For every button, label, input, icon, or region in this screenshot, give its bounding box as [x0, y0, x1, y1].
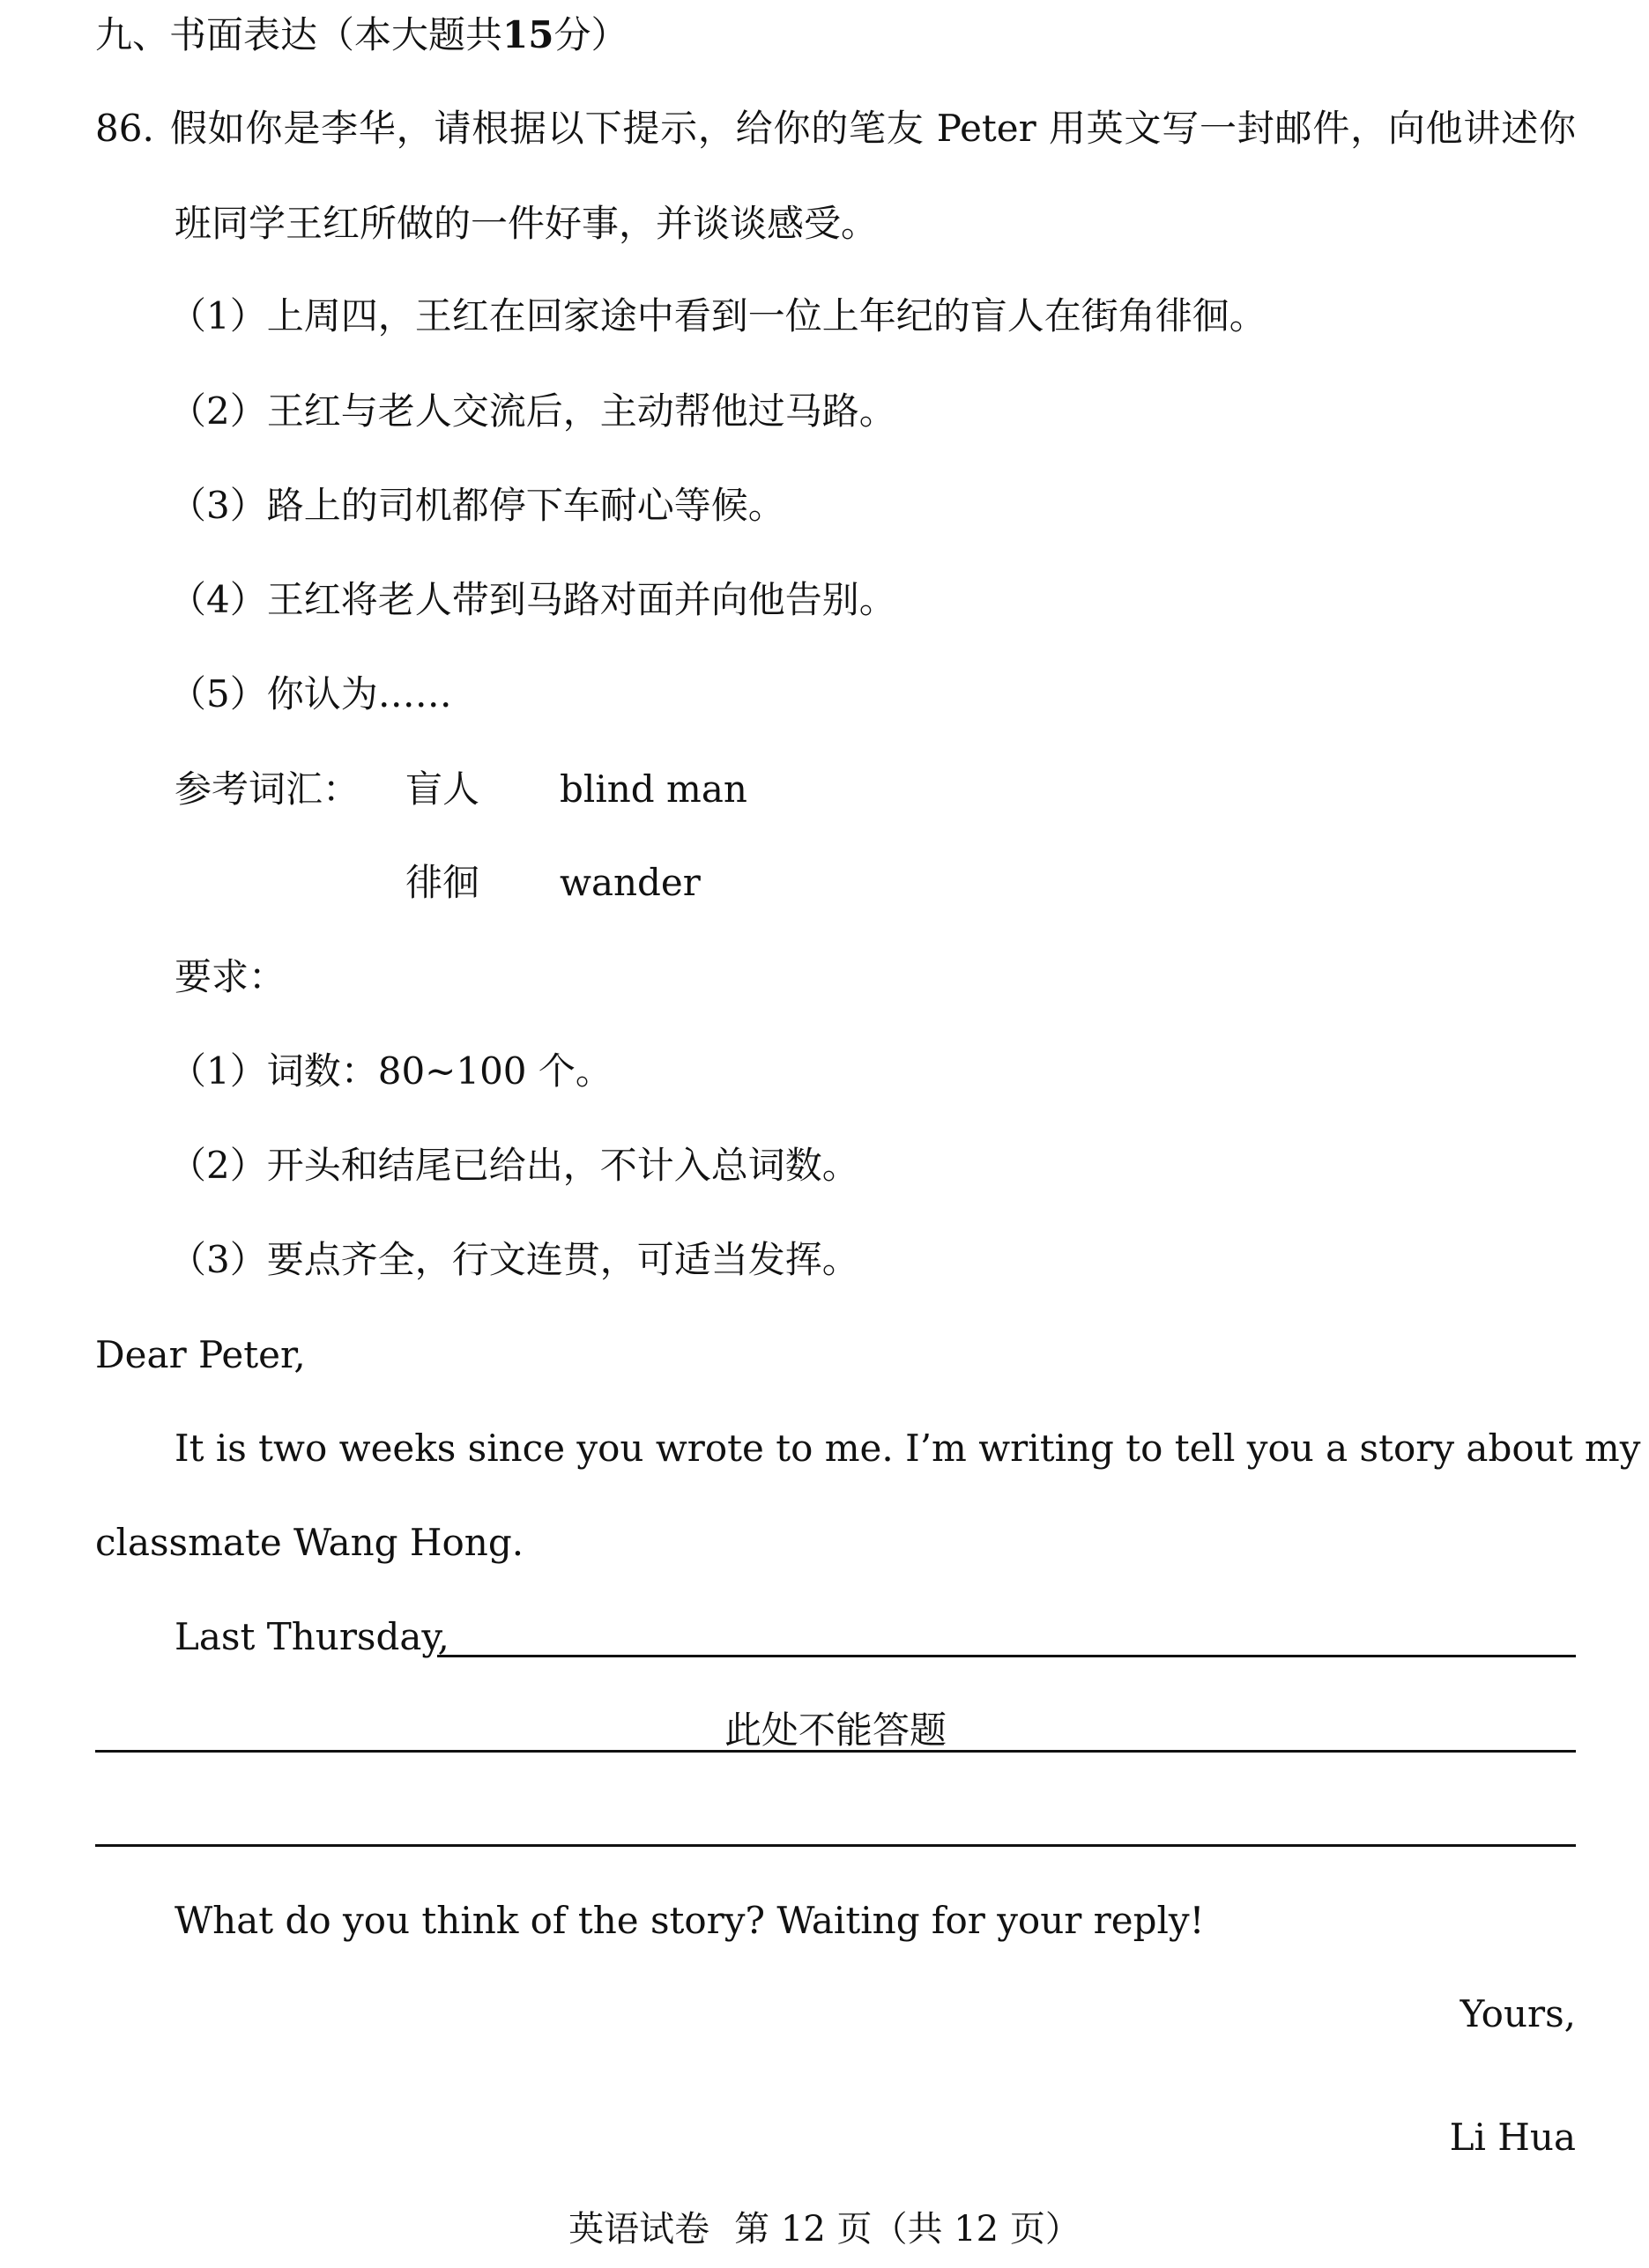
- point-item: [0, 458, 1649, 553]
- letter-greeting: Dear Peter,: [95, 1333, 306, 1376]
- letter-signoff: Yours,: [1460, 1992, 1576, 2035]
- letter-para1-line2: [0, 1495, 1649, 1590]
- section-title-prefix: 九、书面表达（本大题共: [95, 13, 503, 56]
- footer-subject: 英语试卷: [568, 2209, 710, 2249]
- section-title-suffix: 分）: [553, 13, 628, 56]
- answer-line: [95, 1750, 1576, 1753]
- vocab-row: [0, 742, 1649, 837]
- point-text: （3）路上的司机都停下车耐心等候。: [169, 484, 785, 527]
- letter-signature-line: [0, 2090, 1649, 2185]
- point-text: （5）你认为……: [169, 672, 452, 715]
- section-score: 15: [502, 13, 554, 56]
- point-text: （2）王红与老人交流后，主动帮他过马路。: [169, 389, 896, 433]
- section-heading: [0, 0, 1649, 83]
- question-number: 86.: [95, 107, 154, 150]
- letter-para2-line: [0, 1590, 1649, 1685]
- point-item: [0, 269, 1649, 364]
- answer-line: [95, 1844, 1576, 1847]
- vocab-label: 参考词汇：: [175, 767, 360, 811]
- point-text: （1）上周四，王红在回家途中看到一位上年纪的盲人在街角徘徊。: [169, 294, 1266, 337]
- vocab-en: wander: [560, 861, 701, 904]
- requirement-text: （1）词数：80~100 个。: [169, 1049, 613, 1093]
- letter-closing-text: What do you think of the story? Waiting for your reply!: [175, 1899, 1205, 1942]
- question-prompt-line2: [0, 176, 1649, 271]
- requirement-item: [0, 1118, 1649, 1213]
- vocab-row: [0, 835, 1649, 930]
- vocab-cn: 徘徊: [405, 861, 480, 904]
- vocab-cn: 盲人: [405, 767, 480, 811]
- point-item: [0, 364, 1649, 459]
- requirements-heading: [0, 930, 1649, 1025]
- point-item: [0, 552, 1649, 648]
- letter-para1-text2: classmate Wang Hong.: [95, 1521, 524, 1564]
- requirements-label: 要求：: [175, 955, 286, 998]
- page-footer: [0, 2194, 1649, 2264]
- letter-greeting-line: [0, 1308, 1649, 1403]
- question-prompt-text1: 假如你是李华，请根据以下提示，给你的笔友 Peter 用英文写一封邮件，向他讲述你: [170, 107, 1576, 150]
- no-answer-note: 此处不能答题: [724, 1708, 947, 1752]
- letter-para2-start: Last Thursday,: [175, 1615, 449, 1658]
- letter-closing-line: [0, 1873, 1649, 1968]
- answer-line: [437, 1655, 1576, 1657]
- requirement-item: [0, 1212, 1649, 1308]
- letter-para1-text1: It is two weeks since you wrote to me. I’m writing to tell you a story about my: [175, 1427, 1641, 1470]
- point-text: （4）王红将老人带到马路对面并向他告别。: [169, 578, 896, 621]
- requirement-item: [0, 1024, 1649, 1119]
- requirement-text: （2）开头和结尾已给出，不计入总词数。: [169, 1144, 859, 1187]
- question-prompt-line1: [0, 81, 1649, 176]
- requirement-text: （3）要点齐全，行文连贯，可适当发挥。: [169, 1238, 859, 1281]
- point-item: [0, 647, 1649, 742]
- vocab-en: blind man: [560, 767, 747, 811]
- question-prompt-text2: 班同学王红所做的一件好事，并谈谈感受。: [175, 202, 879, 245]
- letter-signoff-line: [0, 1967, 1649, 2062]
- letter-para1-line1: [0, 1401, 1649, 1496]
- letter-signature: Li Hua: [1449, 2116, 1576, 2159]
- footer-page-number: 第 12 页（共 12 页）: [734, 2209, 1081, 2249]
